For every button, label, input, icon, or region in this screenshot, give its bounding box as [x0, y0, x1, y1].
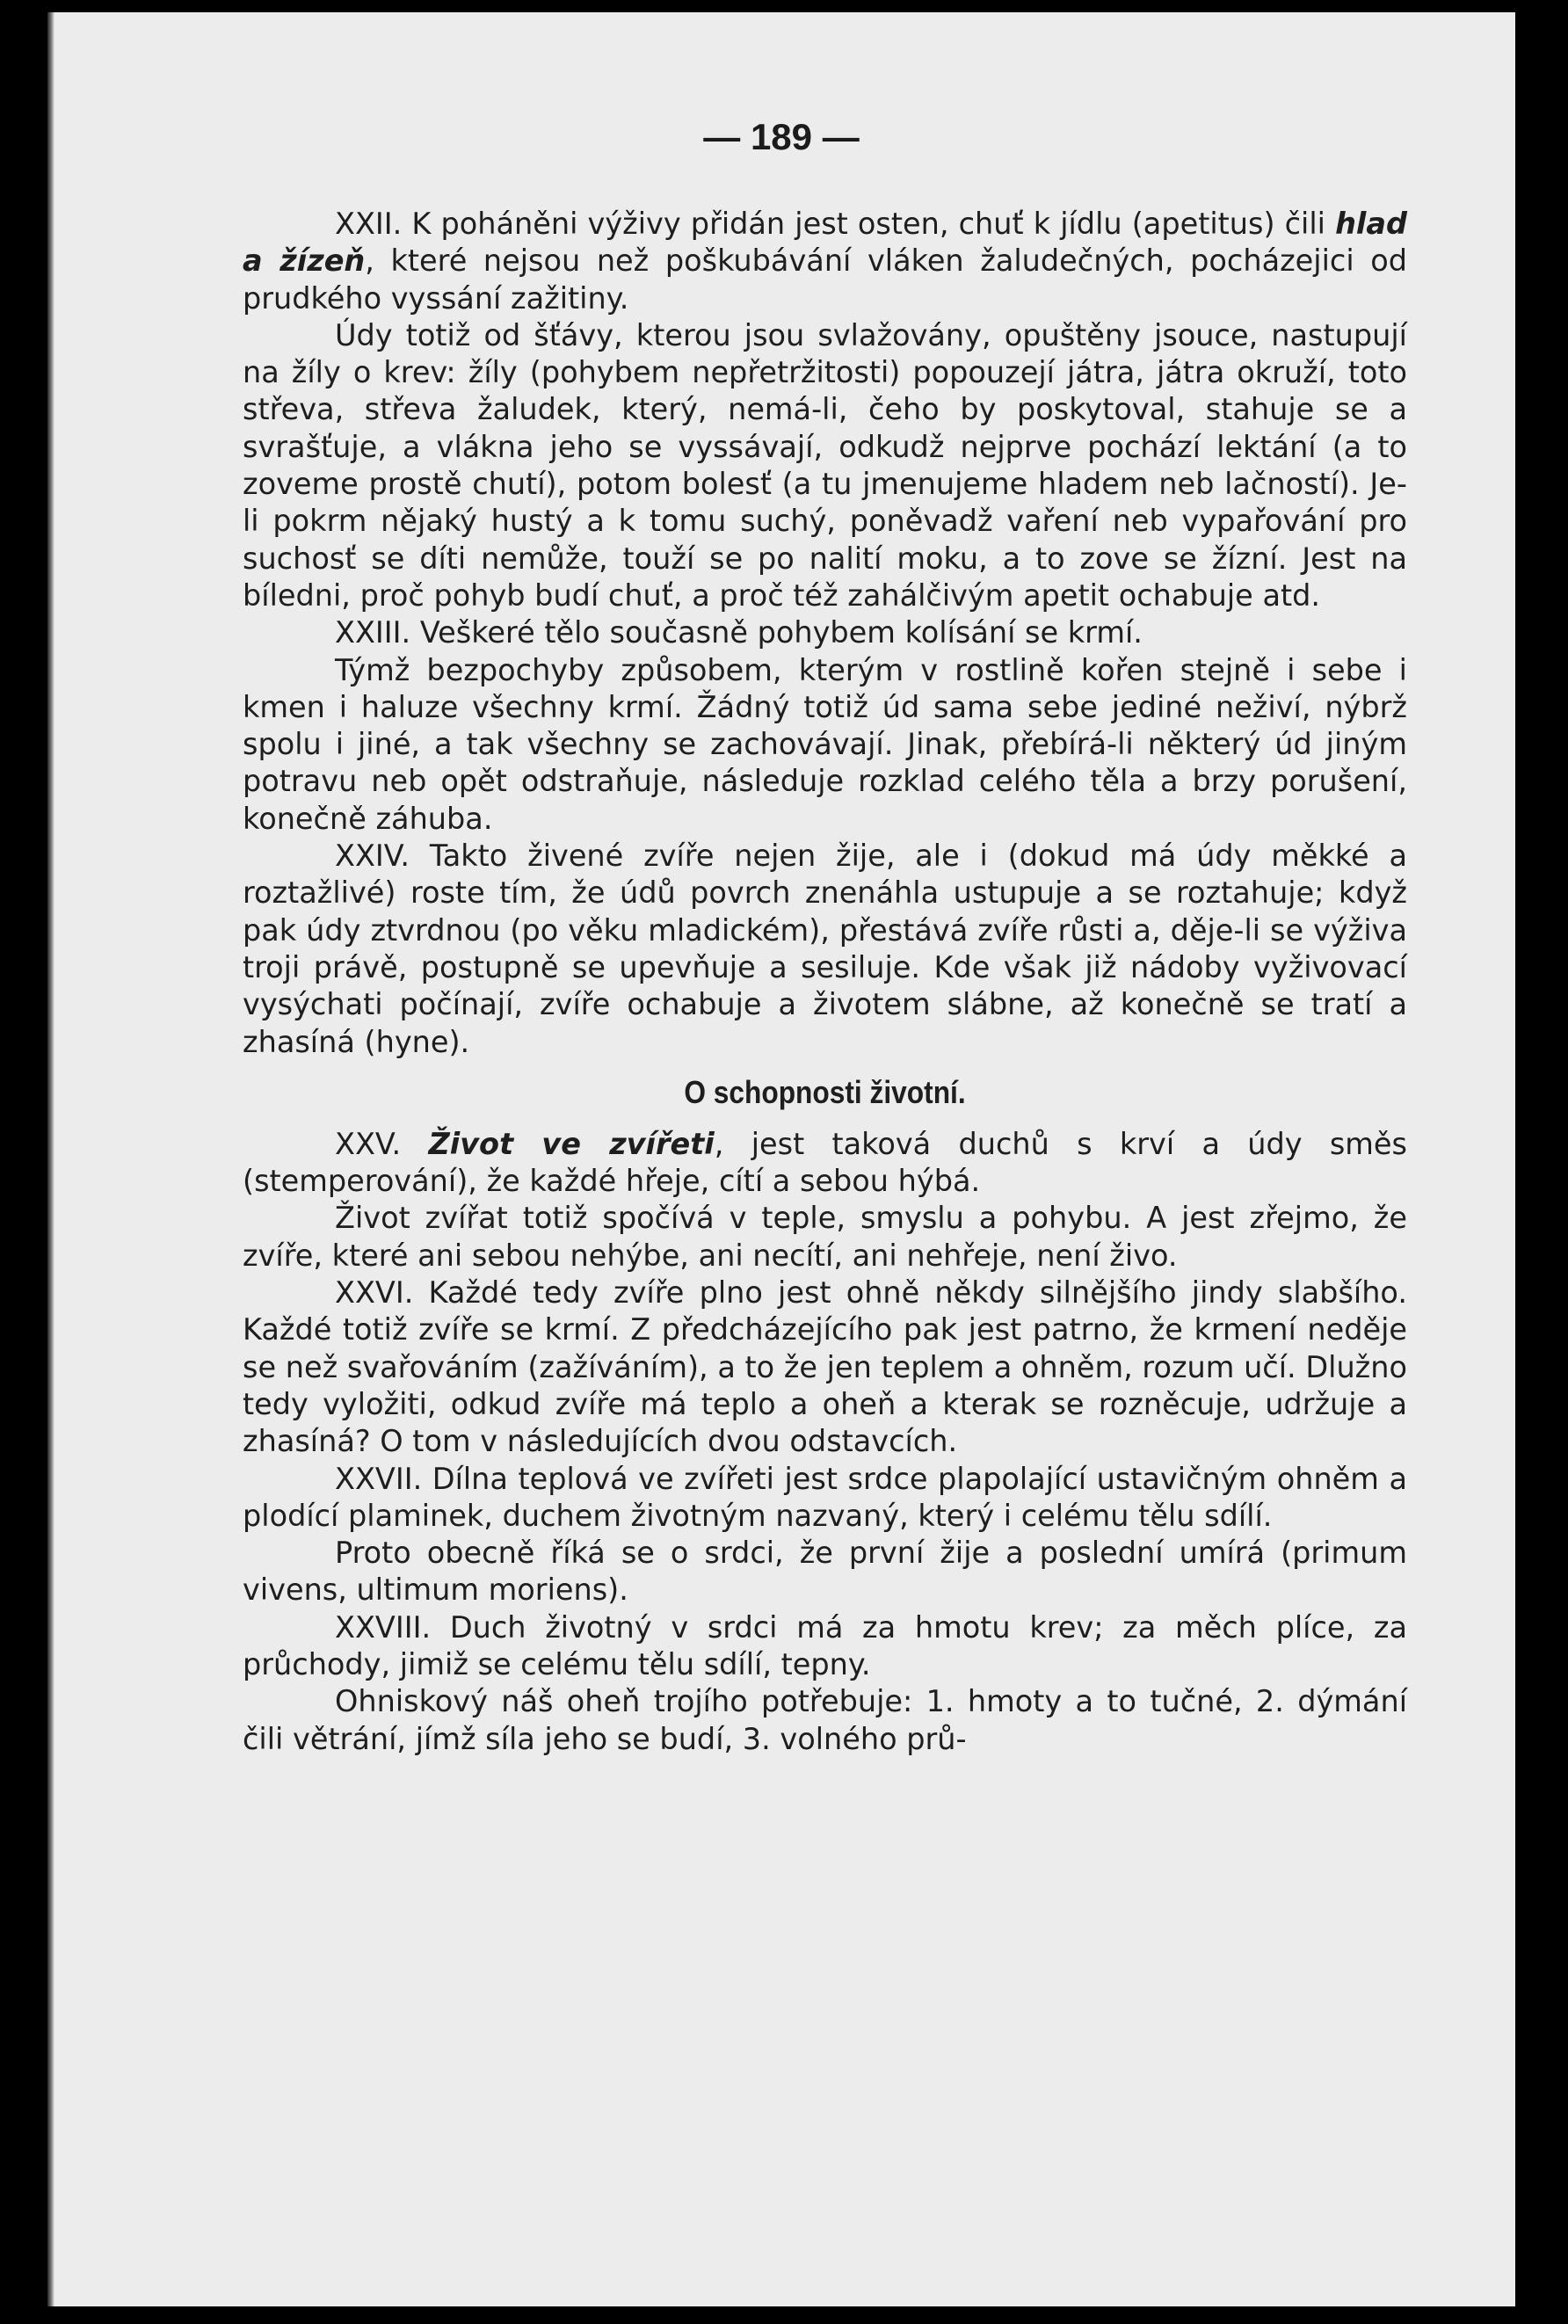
paragraph-xxv — [243, 1126, 1407, 1201]
paragraph — [243, 1200, 1407, 1275]
paragraph-xxiv — [243, 838, 1407, 1061]
paragraph-text: Každé tedy zvíře plno jest ohně někdy silnějšího jindy slabšího. Každé totiž zvíře se krmí. Z předcházejícího pak jest patrno, že krmení neděje se než svařováním (zažíváním), a to že jen teplem a ohněm, rozum učí. Dlužno tedy vyložiti, odkud zvíře má teplo a oheň a kterak se rozněcuje, udržuje a zhasíná? O tom v následujících dvou odstavcích. — [243, 1275, 1407, 1459]
paragraph — [243, 652, 1407, 838]
page-spine-shadow — [47, 12, 54, 2306]
page-number: — 189 — — [703, 116, 860, 157]
paragraph-xxii — [243, 206, 1407, 317]
paragraph-text: Takto živené zvíře nejen žije, ale i (dokud má údy měkké a roztažlivé) roste tím, že údů povrch znenáhla ustupuje a se roztahuje; když pak údy ztvrdnou (po věku mladickém), přestává zvíře růsti a, děje-li se výživa troji právě, postupně se upevňuje a sesiluje. Kde však již nádoby vyživovací vysýchati počínají, zvíře ochabuje a životem slábne, až konečně se tratí a zhasíná (hyne). — [243, 839, 1407, 1059]
paragraph-text: , jest taková duchů s krví a údy směs (stemperování), že každé hřeje, cítí a sebou hýbá. — [243, 1126, 1407, 1199]
paragraph-text: Život zvířat totiž spočívá v teple, smyslu a pohybu. A jest zřejmo, že zvíře, které ani sebou nehýbe, ani necítí, ani nehřeje, není živo. — [243, 1201, 1407, 1273]
paragraph-xxvi — [243, 1275, 1407, 1460]
paragraph-xxvii — [243, 1461, 1407, 1536]
paragraph-text: Duch životný v srdci má za hmotu krev; za měch plíce, za průchody, jimiž se celému tělu sdílí, tepny. — [243, 1609, 1407, 1681]
section-number: XXV. — [335, 1126, 402, 1161]
paragraph — [243, 1683, 1407, 1758]
paragraph-text: K poháněni výživy přidán jest osten, chuť k jídlu (apetitus) čili — [402, 207, 1336, 241]
paragraph-text: Týmž bezpochyby způsobem, kterým v rostlině kořen stejně i sebe i kmen i haluze všechny krmí. Žádný totiž úd sama sebe jediné neživí, nýbrž spolu i jiné, a tak všechny se zachovávají. Jinak, přebírá-li některý úd jiným potravu neb opět odstraňuje, následuje rozklad celého těla a brzy porušení, konečně záhuba. — [243, 652, 1407, 836]
page-text — [243, 206, 1407, 1758]
paragraph-text: Ohniskový náš oheň trojího potřebuje: 1. hmoty a to tučné, 2. dýmání čili větrání, jímž síla jeho se budí, 3. volného prů- — [243, 1684, 1407, 1756]
section-number: XXVI. — [335, 1275, 414, 1311]
book-page — [47, 12, 1515, 2306]
paragraph — [243, 317, 1407, 614]
paragraph-text: Proto obecně říká se o srdci, že první žije a poslední umírá (primum vivens, ultimum moriens). — [243, 1536, 1407, 1608]
paragraph-xxviii — [243, 1609, 1407, 1684]
section-number: XXIV. — [335, 839, 410, 874]
section-number: XXVII. — [335, 1461, 423, 1496]
paragraph-text: Veškeré tělo současně pohybem kolísání se krmí. — [410, 615, 1143, 650]
section-number: XXVIII. — [335, 1609, 432, 1645]
section-number: XXII. — [335, 207, 403, 241]
paragraph-text: , které nejsou než poškubávání vláken žaludečných, pocházejici od prudkého vyssání zažitiny. — [243, 243, 1407, 316]
emphasis-text: hlad a žízeň — [243, 207, 1407, 279]
section-number: XXIII. — [335, 615, 411, 650]
section-heading: O schopnosti životní. — [684, 1073, 966, 1110]
paragraph-text: Údy totiž od šťávy, kterou jsou svlažovány, opuštěny jsouce, nastupují na žíly o krev: žíly (pohybem nepřetržitosti) popouzejí játra, játra okruží, toto střeva, střeva žaludek, který, nemá-li, čeho by poskytoval, stahuje se a svrašťuje, a vlákna jeho se vyssávají, odkudž nejprve pochází lektání (a to zoveme prostě chutí), potom bolesť (a tu jmenujeme hladem neb lačností). Je-li pokrm nějaký hustý a k tomu suchý, poněvadž vaření neb vypařování pro suchosť se díti nemůže, touží se po nalití moku, a to zove se žízní. Jest na bíledni, proč pohyb budí chuť, a proč též zahálčivým apetit ochabuje atd. — [243, 317, 1407, 613]
paragraph-xxiii — [243, 614, 1407, 651]
paragraph — [243, 1535, 1407, 1609]
emphasis-text: Život ve zvířeti — [428, 1126, 715, 1161]
paragraph-text: Dílna teplová ve zvířeti jest srdce plapolající ustavičným ohněm a plodící plaminek, duchem životným nazvaný, který i celému tělu sdílí. — [243, 1461, 1407, 1533]
